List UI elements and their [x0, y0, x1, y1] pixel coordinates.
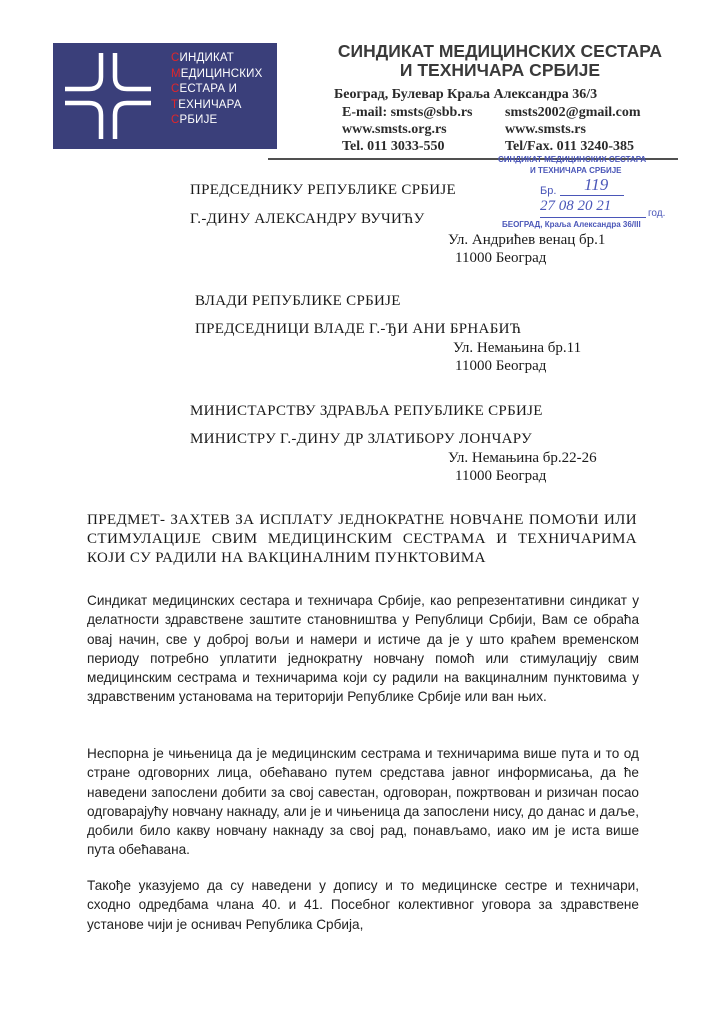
- phone-number: Tel. 011 3033-550: [342, 139, 445, 154]
- recipient-name: Г.-ДИНУ АЛЕКСАНДРУ ВУЧИЋУ: [190, 211, 425, 227]
- union-logo: [53, 43, 277, 149]
- recipient-name: ПРЕДСЕДНИЦИ ВЛАДЕ Г.-ЂИ АНИ БРНАБИЋ: [195, 321, 522, 337]
- email-link-2[interactable]: smsts2002@gmail.com: [505, 105, 641, 120]
- email-link[interactable]: E-mail: smsts@sbb.rs: [342, 105, 473, 120]
- recipient-city: 11000 Београд: [455, 468, 547, 484]
- logo-wordmark: [171, 51, 275, 129]
- recipient-name: МИНИСТРУ Г.-ДИНУ ДР ЗЛАТИБОРУ ЛОНЧАРУ: [190, 431, 532, 447]
- body-paragraph: Синдикат медицинских сестара и техничара Србије, као репрезентативни синдикат у делатности здравствене заштите становништва у Републици Србији, Вам се обраћа овај начин, све у доброј вољи и намери и истиче да је у што краћем временском периоду потребно уплатити једнократну новчану помоћ или стимулацију свим медицинским сестрама и техничарима који су радили на вакциналним пунктовима у здравственим установама на територији Републике Србије или ван њих.: [87, 593, 639, 705]
- body-paragraph: Неспорна је чињеница да је медицинским сестрама и техничарима више пута и то од стране одговорних лица, обећавано путем средстава јавног информисања, да ће наведени запослени добити за свој савестан, одговоран, пожртвован и ризичан посао одговарајућу новчану накнаду, али је и чињеница да запослени нису, до данас и даље, добили било какву новчану накнаду за свој рад, понављамо, иако им је иста више пута обећавана.: [87, 746, 639, 858]
- recipient-title: ПРЕДСЕДНИКУ РЕПУБЛИКЕ СРБИЈЕ: [190, 182, 457, 198]
- website-link-2[interactable]: www.smsts.rs: [505, 122, 586, 137]
- recipient-city: 11000 Београд: [455, 250, 547, 266]
- logo-line: ТЕХНИЧАРА: [171, 98, 242, 111]
- organization-address: Београд, Булевар Краља Александра 36/3: [334, 87, 598, 102]
- recipient-street: Ул. Немањина бр.22-26: [448, 450, 597, 466]
- body-paragraph: Такође указујемо да су наведени у допису и то медицинске сестре и техничари, сходно одредбама члана 40. и 41. Посебног колективног уговора за здравствене установе чији је оснивач Република Србија,: [87, 878, 639, 932]
- recipient-title: МИНИСТАРСТВУ ЗДРАВЉА РЕПУБЛИКЕ СРБИЈЕ: [190, 403, 543, 419]
- fax-number: Tel/Fax. 011 3240-385: [505, 139, 634, 154]
- letter-subject: ПРЕДМЕТ- ЗАХТЕВ ЗА ИСПЛАТУ ЈЕДНОКРАТНЕ НОВЧАНЕ ПОМОЋИ ИЛИ СТИМУЛАЦИЈЕ СВИМ МЕДИЦИНСКИМ СЕСТРАМА И ТЕХНИЧАРИМА КОЈИ СУ РАДИЛИ НА ВАКЦИНАЛНИМ ПУНКТОВИМА: [87, 512, 637, 566]
- logo-line: СРБИЈЕ: [171, 114, 218, 126]
- website-link[interactable]: www.smsts.org.rs: [342, 122, 447, 137]
- logo-line: СЕСТАРА И: [171, 83, 238, 95]
- cross-logo-icon: [61, 49, 155, 143]
- contact-right: [505, 104, 641, 155]
- organization-name: СИНДИКАТ МЕДИЦИНСКИХ СЕСТАРА И ТЕХНИЧАРА СРБИЈЕ: [337, 41, 663, 80]
- stamp-line: [560, 195, 624, 196]
- recipient-title: ВЛАДИ РЕПУБЛИКЕ СРБИЈЕ: [195, 293, 401, 309]
- registry-date: 27 08 20 21: [540, 198, 612, 214]
- registry-number: 119: [584, 175, 609, 194]
- logo-line: СИНДИКАТ: [171, 52, 235, 64]
- contact-left: [342, 104, 472, 155]
- recipient-street: Ул. Немањина бр.11: [453, 340, 582, 356]
- logo-line: МЕДИЦИНСКИХ: [171, 67, 263, 80]
- recipient-city: 11000 Београд: [455, 358, 547, 374]
- recipient-street: Ул. Андрићев венац бр.1: [448, 232, 606, 248]
- registry-stamp: СИНДИКАТ МЕДИЦИНСКИХ СЕСТАРА И ТЕХНИЧАРА СРБИЈЕ Бр. 119 27 08 20 21 год. БЕОГРАД, Краља Александра 36/III: [498, 155, 666, 229]
- stamp-line: [540, 217, 646, 218]
